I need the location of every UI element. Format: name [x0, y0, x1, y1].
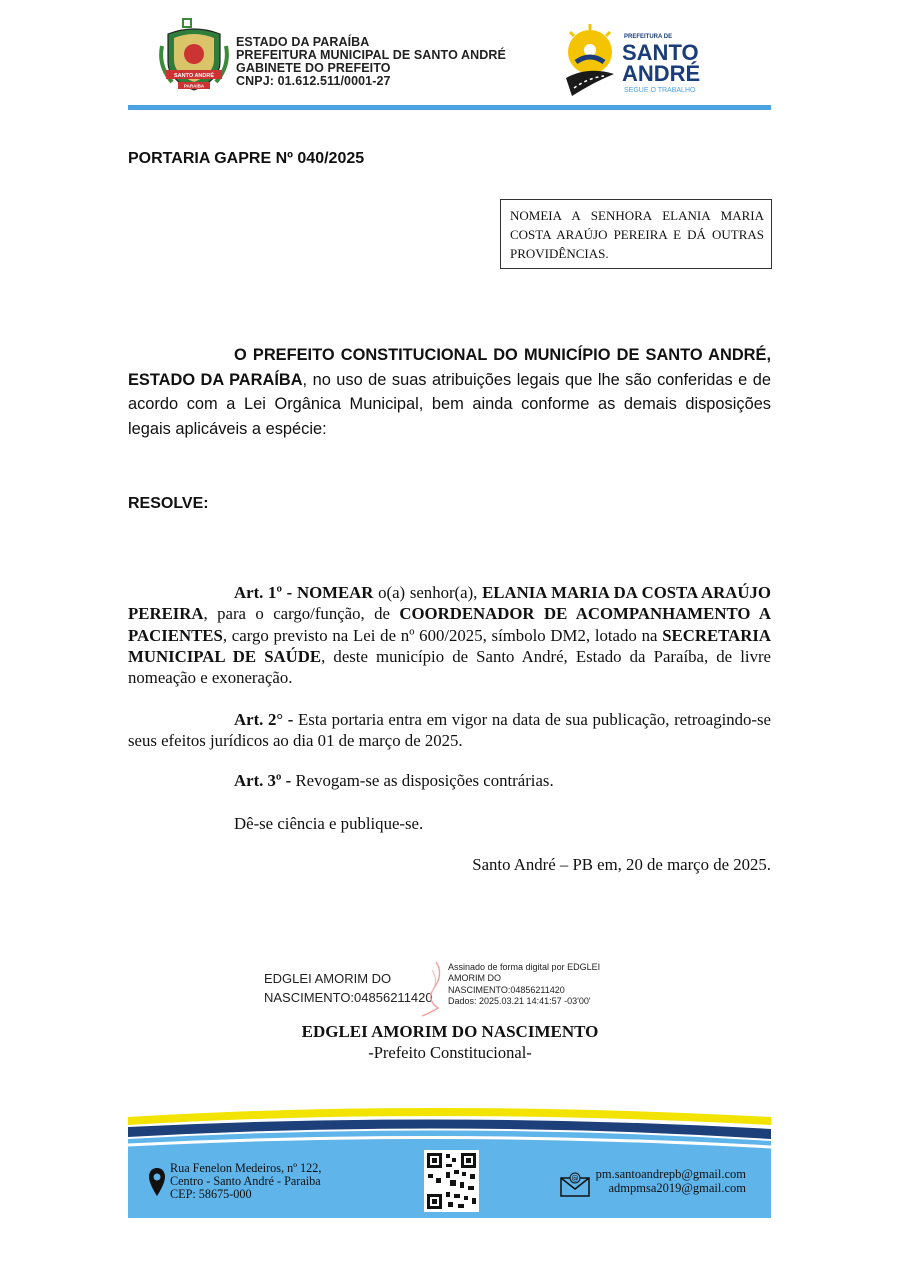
svg-text:@: @ — [571, 1174, 579, 1183]
publication-note-text: Dê-se ciência e publique-se. — [234, 814, 424, 833]
brand-top-text: PREFEITURA DE — [624, 34, 673, 40]
article-1-text: , para o cargo/função, de — [203, 604, 400, 624]
article-1 — [128, 582, 771, 688]
footer-address — [170, 1162, 321, 1201]
address-line: Rua Fenelon Medeiros, nº 122, — [170, 1161, 322, 1175]
signature-mark-icon — [418, 960, 448, 1018]
email-address: pm.santoandrepb@gmail.com — [595, 1167, 746, 1181]
digital-signature-details — [448, 962, 600, 1007]
article-1-text: , deste município de Santo André, Estado da Paraíba, de livre nomeação e exoneração. — [128, 646, 771, 688]
brand-line2: ANDRÉ — [622, 61, 701, 86]
article-3-text: Revogam-se as disposições contrárias. — [291, 771, 554, 790]
article-1-text: o(a) senhor(a), — [373, 583, 483, 602]
document-title: PORTARIA GAPRE Nº 040/2025 — [128, 150, 365, 167]
signature-info-line: Assinado de forma digital por EDGLEI — [448, 962, 601, 972]
signature-info-line: AMORIM DO — [448, 973, 501, 984]
letterhead-line: CNPJ: 01.612.511/0001-27 — [236, 74, 391, 88]
signature-info-line: Dados: 2025.03.21 14:41:57 -03'00' — [448, 995, 591, 1006]
municipal-crest-logo — [158, 16, 230, 96]
publication-note — [128, 813, 771, 834]
footer-emails — [596, 1168, 746, 1195]
header-divider — [128, 105, 771, 110]
resolve-heading: RESOLVE: — [128, 495, 209, 512]
appointee-name: ELANIA MARIA DA COSTA ARAÚJO PEREIRA — [128, 583, 771, 624]
signature-info-line: NASCIMENTO:04856211420 — [448, 984, 565, 995]
article-2-label: Art. 2° - — [234, 710, 294, 729]
email-icon — [560, 1171, 590, 1197]
preamble-text: , no uso de suas atribuições legais que lhe são conferidas e de acordo com a Lei Orgânica Municipal, bem ainda conforme as demais disposições legais aplicáveis a espécie: — [128, 370, 771, 438]
article-3-label: Art. 3º - — [234, 771, 292, 790]
letterhead-line: GABINETE DO PREFEITO — [236, 61, 391, 75]
address-line: Centro - Santo André - Paraiba — [170, 1174, 321, 1188]
santo-andre-brand-logo — [558, 22, 718, 102]
email-address: admpmsa2019@gmail.com — [608, 1180, 746, 1195]
svg-text:SANTO ANDRÉ: SANTO ANDRÉ — [173, 73, 215, 79]
preamble-paragraph — [128, 343, 771, 441]
letterhead-footer — [128, 1105, 771, 1218]
signature-name-line: EDGLEI AMORIM DO — [264, 971, 392, 986]
address-line: CEP: 58675-000 — [170, 1187, 252, 1201]
signature-name-line: NASCIMENTO:04856211420 — [264, 990, 433, 1005]
article-1-text: , cargo previsto na Lei de nº 600/2025, símbolo DM2, lotado na — [222, 625, 663, 645]
letterhead — [128, 12, 771, 112]
signer-role: -Prefeito Constitucional- — [368, 1043, 532, 1062]
article-2 — [128, 709, 771, 752]
article-2-text: Esta portaria entra em vigor na data de sua publicação, retroagindo-se seus efeitos jurídicos ao dia 01 de março de 2025. — [128, 710, 771, 751]
brand-line1: SANTO — [622, 40, 699, 65]
brand-tagline: SEGUE O TRABALHO — [624, 87, 696, 94]
qr-code-icon — [424, 1150, 479, 1212]
department-name: SECRETARIA MUNICIPAL DE SAÚDE — [128, 625, 771, 666]
letterhead-line: ESTADO DA PARAÍBA — [236, 35, 370, 49]
location-pin-icon — [148, 1167, 166, 1197]
svg-text:PARAÍBA: PARAÍBA — [183, 83, 205, 89]
letterhead-line: PREFEITURA MUNICIPAL DE SANTO ANDRÉ — [236, 48, 506, 62]
place-and-date: Santo André – PB em, 20 de março de 2025. — [472, 855, 771, 874]
ementa-box: NOMEIA A SENHORA ELANIA MARIA COSTA ARAÚJO PEREIRA E DÁ OUTRAS PROVIDÊNCIAS. — [500, 199, 772, 269]
position-title: COORDENADOR DE ACOMPANHAMENTO A PACIENTES — [128, 604, 771, 645]
article-1-label: Art. 1º - NOMEAR — [234, 583, 374, 602]
digital-signature-name — [264, 969, 433, 1007]
article-3 — [128, 770, 771, 791]
letterhead-text — [236, 36, 506, 88]
preamble-bold: O PREFEITO CONSTITUCIONAL DO MUNICÍPIO DE SANTO ANDRÉ, ESTADO DA PARAÍBA — [128, 346, 771, 389]
signer-name: EDGLEI AMORIM DO NASCIMENTO — [301, 1022, 599, 1041]
